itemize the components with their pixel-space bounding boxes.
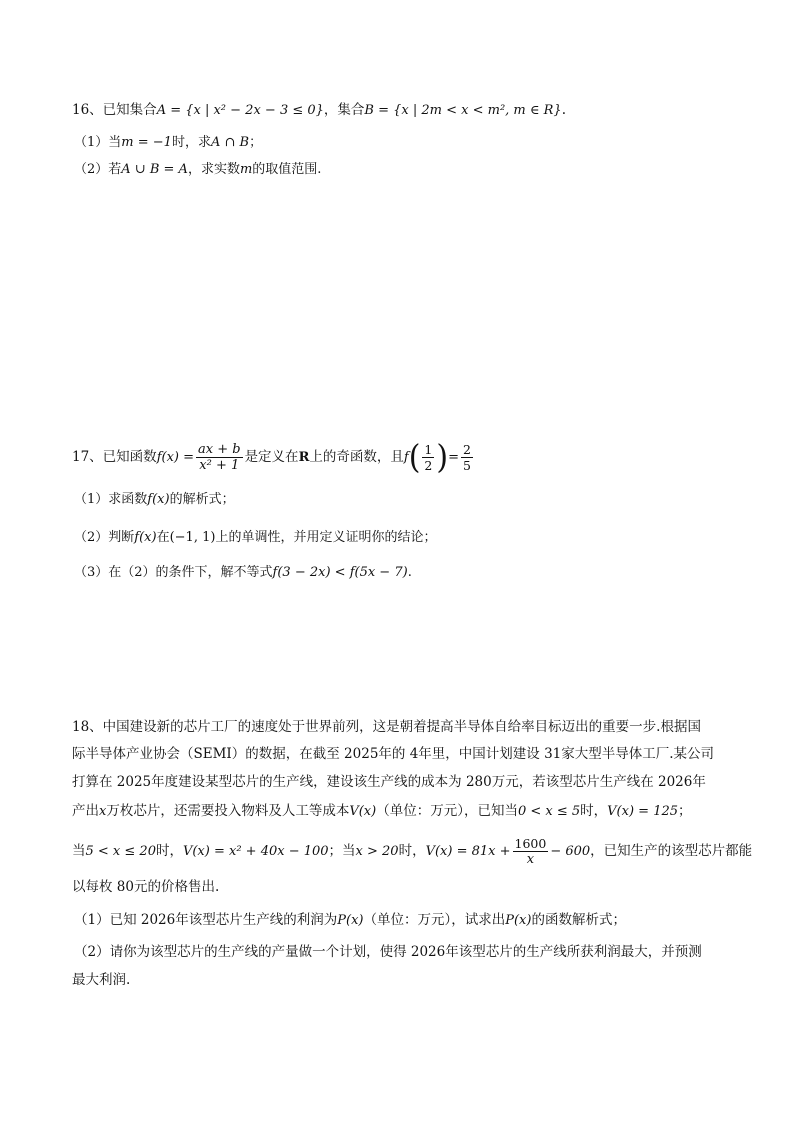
q16-part1-text-b: 时，求 — [171, 135, 211, 150]
q18-fraction-numerator: 1600 — [514, 836, 547, 851]
q18-line5-condition2: x > 20 — [355, 844, 399, 859]
q18-line5-expression2-a: V(x) = 81x + — [425, 844, 511, 859]
q18-line5-text-b: 时， — [155, 843, 183, 859]
q18-line4-text-a: 产出 — [72, 803, 99, 819]
q18-part1-text-c: 的函数解析式； — [531, 912, 626, 928]
q18-line4-value: V(x) = 125 — [607, 804, 679, 819]
q17-f-fraction — [196, 442, 243, 473]
q17-f-denominator: x² + 1 — [199, 458, 240, 473]
q18-line4-x: x — [99, 804, 107, 819]
q16-part1 — [74, 133, 262, 153]
q17-part3-text-a: （3）在（2）的条件下，解不等式 — [74, 565, 273, 580]
q16-part1-text-a: （1）当 — [74, 135, 122, 150]
q18-line4-condition: 0 < x ≤ 5 — [517, 804, 581, 819]
q16-part1-math: m = −1 — [121, 135, 172, 150]
q17-stem — [72, 438, 475, 477]
q16-part2 — [74, 160, 321, 180]
q17-value-numerator: 2 — [462, 442, 471, 457]
q17-value-denominator: 5 — [462, 458, 471, 473]
q17-half-numerator: 1 — [424, 442, 433, 457]
q17-part3-text-b: . — [407, 565, 412, 580]
q16-stem-b: ，集合 — [323, 102, 365, 118]
q17-part1-text-b: 的解析式； — [169, 492, 235, 507]
q16-stem-a: 16、已知集合 — [72, 102, 157, 118]
q18-part1-text-a: （1）已知 2026年该型芯片生产线的利润为 — [74, 912, 338, 928]
q17-part1-math: f(x) — [147, 492, 170, 507]
q17-stem-a: 17、已知函数 — [72, 449, 157, 465]
q16-part2-text-a: （2）若 — [74, 162, 122, 177]
q18-line4-V: V(x) — [349, 804, 377, 819]
q18-line5-text-a: 当 — [72, 843, 86, 859]
q17-part1 — [74, 490, 235, 510]
q17-part2-text-b: 在 — [156, 530, 170, 545]
q17-equals: = — [448, 450, 459, 465]
q18-line4-text-d: 时， — [580, 803, 608, 819]
q17-real-set: R — [298, 450, 310, 465]
q17-f-symbol: f — [403, 450, 409, 465]
q18-part1-P: P(x) — [337, 913, 364, 928]
q16-part2-math: A ∪ B = A — [121, 162, 188, 177]
q18-line5-expression: V(x) = x² + 40x − 100 — [182, 844, 329, 859]
q18-line5 — [72, 834, 753, 869]
q16-set-b: B = {x | 2m < x < m², m ∈ R} — [364, 103, 562, 118]
q17-part2-text-a: （2）判断 — [74, 530, 135, 545]
q18-part2-line2: 最大利润. — [72, 972, 131, 988]
q17-stem-c: 上的奇函数，且 — [309, 449, 404, 465]
q18-part1-text-b: （单位：万元），试求出 — [363, 912, 506, 928]
q17-part2 — [74, 528, 436, 548]
q17-part2-math: f(x) — [134, 530, 157, 545]
q17-part2-interval: (−1, 1) — [169, 530, 216, 545]
q18-line4 — [72, 796, 722, 827]
q18-part1-P2: P(x) — [505, 913, 532, 928]
q17-f-numerator: ax + b — [198, 442, 241, 457]
q18-line4-text-b: 万枚芯片，还需要投入物料及人工等成本 — [106, 803, 350, 819]
q18-line4-text-e: ； — [678, 803, 692, 819]
q16-part2-math2: m — [239, 162, 253, 177]
q16-stem — [72, 100, 566, 121]
q16-set-a: A = {x | x² − 2x − 3 ≤ 0} — [156, 103, 324, 118]
q17-half-denominator: 2 — [424, 458, 433, 473]
q17-f-lhs: f(x) = — [156, 450, 194, 465]
q17-stem-b: 是定义在 — [244, 449, 299, 465]
q18-line5-fraction — [513, 836, 549, 867]
q17-part2-text-c: 上的单调性，并用定义证明你的结论； — [215, 530, 437, 545]
q16-part1-text-c: ； — [249, 135, 263, 150]
q18-line5-expression2-b: − 600 — [550, 844, 591, 859]
q16-stem-end: . — [561, 102, 566, 118]
q17-part1-text-a: （1）求函数 — [74, 492, 148, 507]
q17-half-fraction — [422, 442, 434, 473]
q18-line1: 18、中国建设新的芯片工厂的速度处于世界前列，这是朝着提高半导体自给率目标迈出的重要一步.根据国 — [72, 719, 701, 735]
q16-part2-text-c: 的取值范围. — [252, 162, 322, 177]
q17-left-paren: ( — [408, 437, 421, 477]
q17-right-paren: ) — [436, 437, 449, 477]
q16-part1-math2: A ∩ B — [210, 135, 250, 150]
q18-line4-text-c: （单位：万元），已知当 — [376, 803, 518, 819]
q18-line5-text-d: 时， — [398, 843, 426, 859]
q17-part3 — [74, 563, 412, 583]
q18-line5-text-c: ；当 — [328, 843, 356, 859]
q18-line3: 打算在 2025年度建设某型芯片的生产线，建设该生产线的成本为 280万元，若该型芯片生产线在 2026年 — [72, 774, 706, 790]
q18-line5-condition: 5 < x ≤ 20 — [85, 844, 156, 859]
q16-part2-text-b: ，求实数 — [187, 162, 240, 177]
q17-part3-math: f(3 − 2x) < f(5x − 7) — [272, 565, 408, 580]
q18-line6: 以每枚 80元的价格售出. — [72, 879, 220, 895]
q18-line2: 际半导体产业协会（SEMI）的数据，在截至 2025年的 4年里，中国计划建设 31家大型半导体工厂.某公司 — [72, 746, 715, 762]
q18-part2-line1: （2）请你为该型芯片的生产线的产量做一个计划，使得 2026年该型芯片的生产线所获利润最大，并预测 — [74, 944, 702, 960]
q18-fraction-denominator: x — [526, 852, 535, 867]
q18-part1 — [74, 905, 724, 936]
q18-line5-text-e: ，已知生产的该型芯片都能 — [590, 843, 753, 859]
q17-value-fraction — [461, 442, 473, 473]
